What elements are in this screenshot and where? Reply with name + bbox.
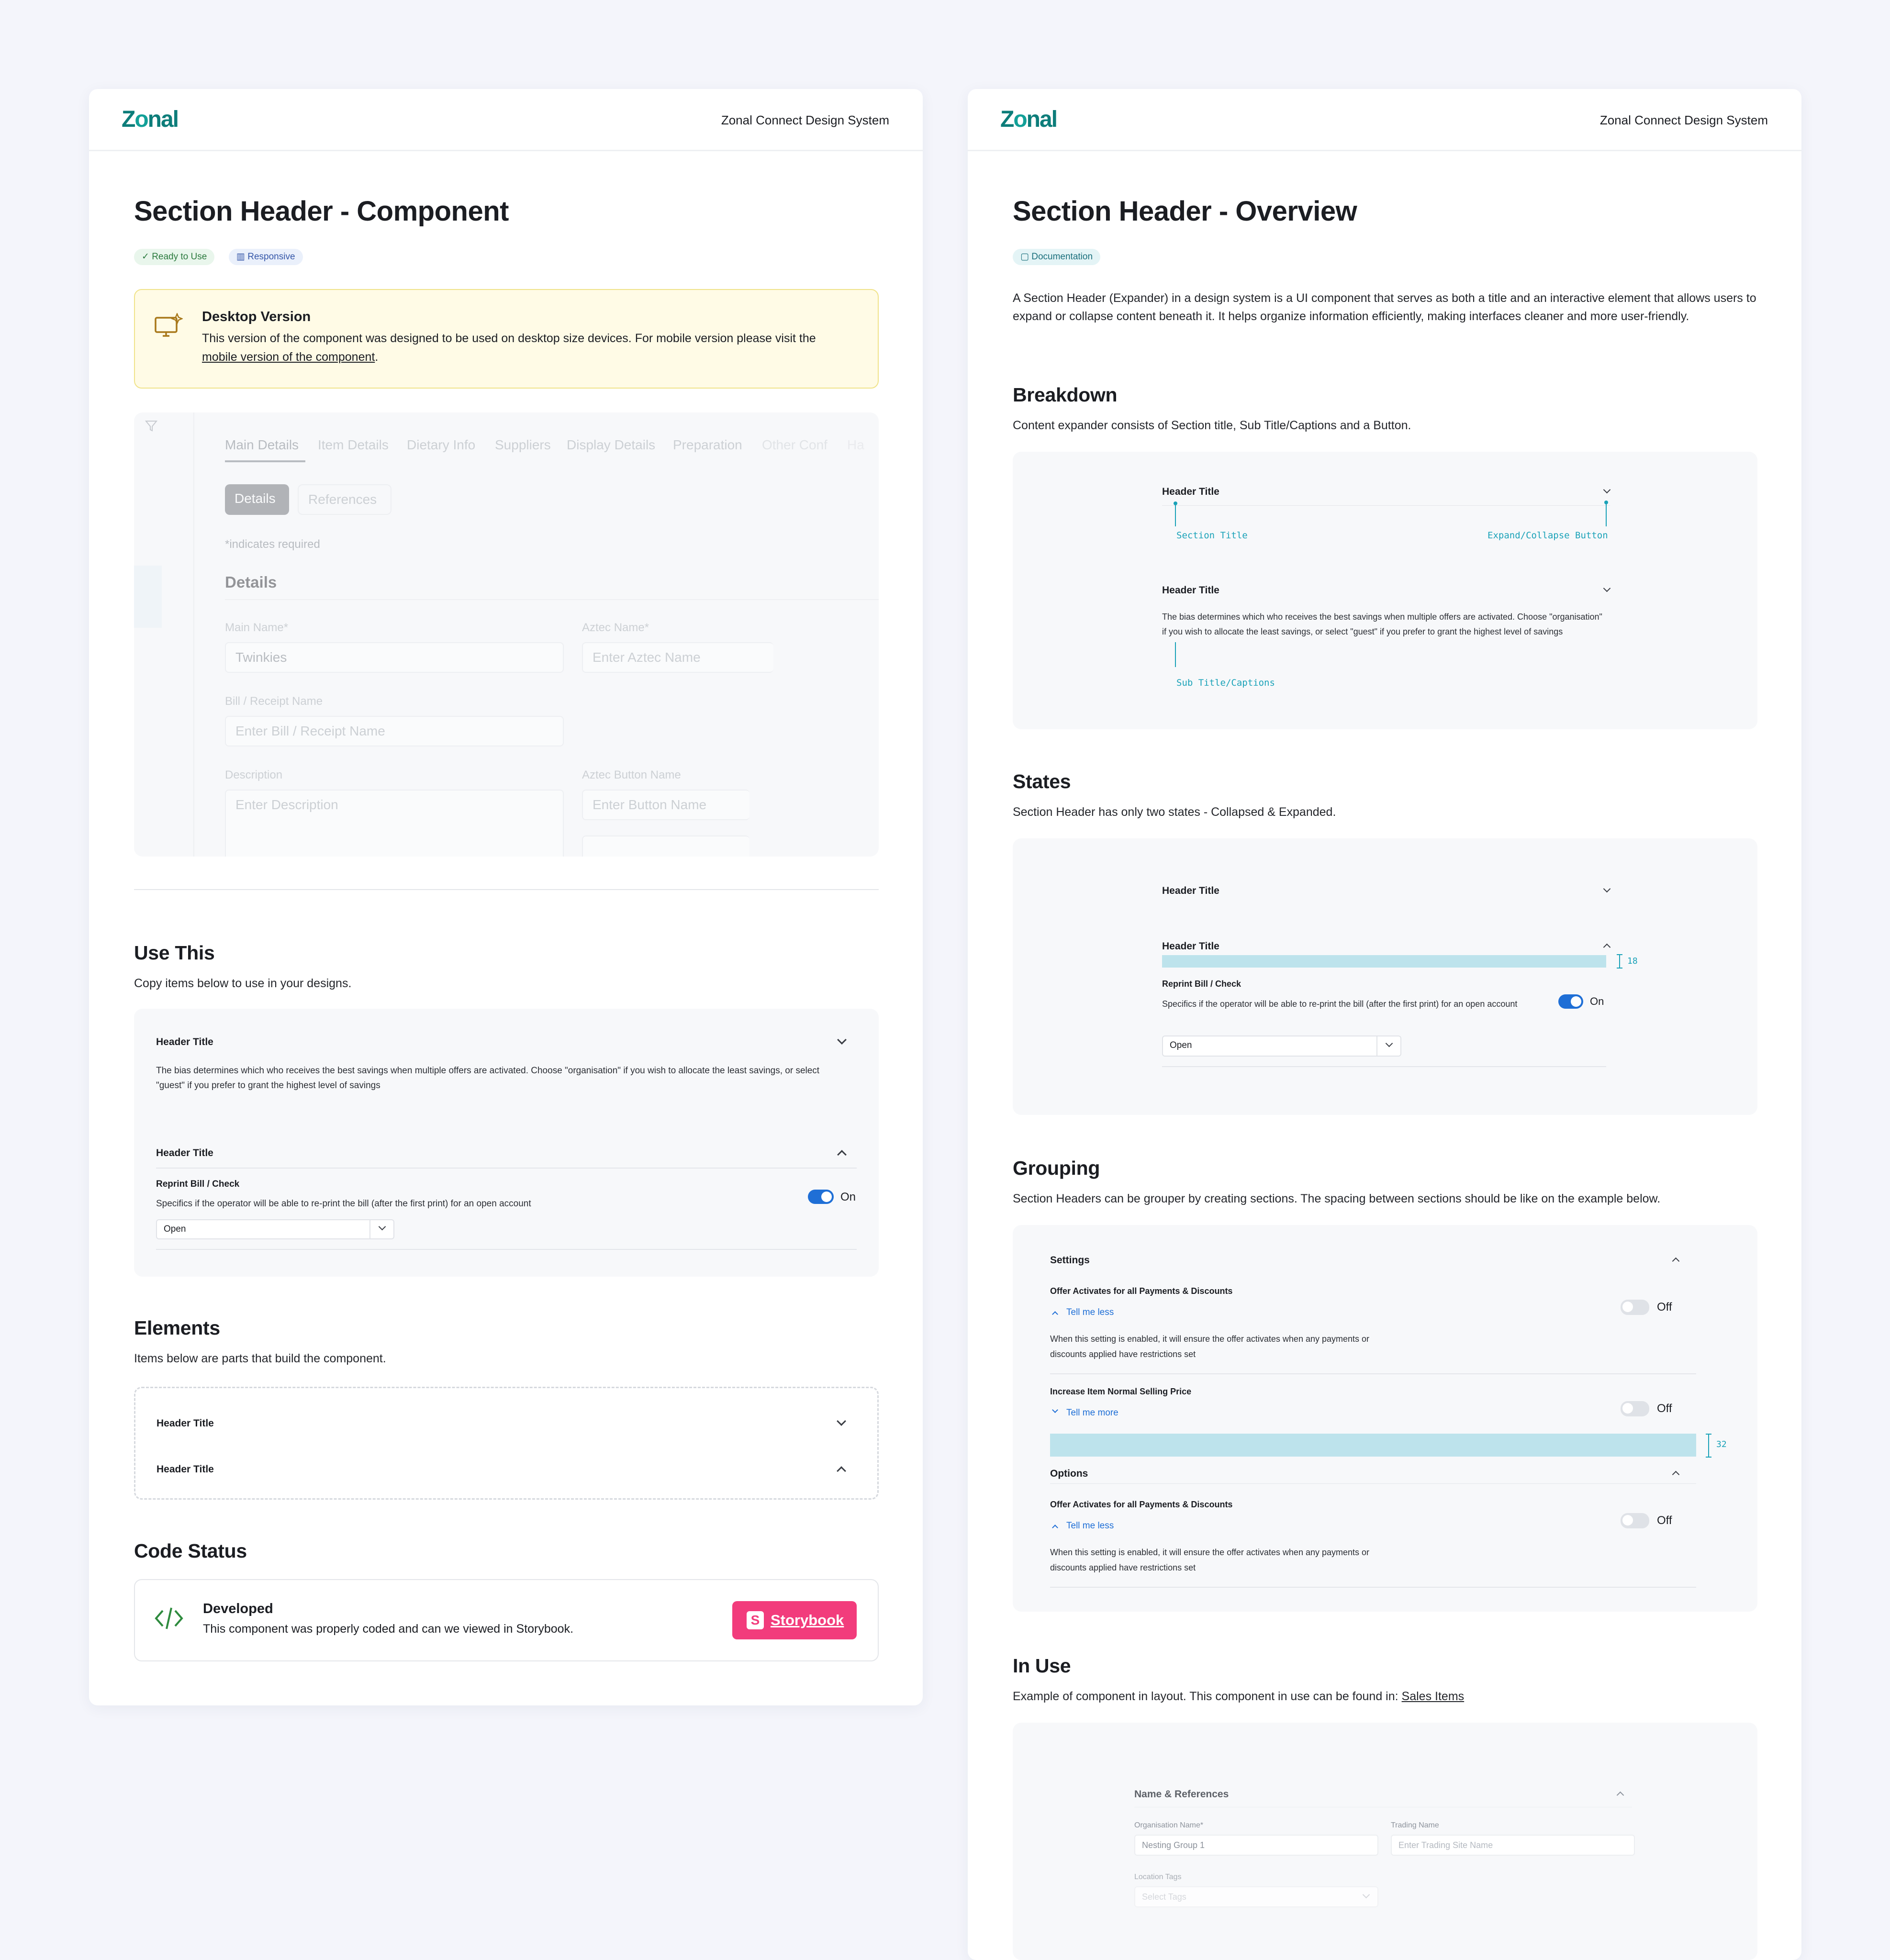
reprint-desc: Specifics if the operator will be able to re-print the bill (after the first print) for an open account bbox=[1162, 999, 1518, 1009]
component-page-card bbox=[89, 89, 923, 1705]
settings-group-header[interactable]: Settings bbox=[1050, 1255, 1090, 1266]
grouping-heading: Grouping bbox=[1013, 1157, 1100, 1179]
tab-preparation[interactable]: Preparation bbox=[673, 437, 742, 452]
storybook-icon: S bbox=[747, 1611, 764, 1629]
elements-subtitle: Items below are parts that build the component. bbox=[134, 1352, 386, 1365]
documentation-badge: ▢ Documentation bbox=[1013, 249, 1100, 265]
toggle-label: Off bbox=[1657, 1402, 1672, 1415]
setting-desc: When this setting is enabled, it will ensure the offer activates when any payments or discounts applied have restrictions set bbox=[1050, 1334, 1370, 1359]
section-header-desc: The bias determines which who receives the best savings when multiple offers are activated. Choose "organisation" if you wish to allocate the least savings, or select "guest" if you prefer to grant the highest level of savings bbox=[156, 1066, 820, 1091]
preview-sidebar bbox=[134, 412, 194, 857]
zonal-logo[interactable]: Zonal bbox=[1000, 107, 1057, 132]
toggle-label: Off bbox=[1657, 1301, 1672, 1314]
tab-ha[interactable]: Ha bbox=[847, 437, 864, 452]
code-status-card bbox=[134, 1579, 879, 1661]
description-input[interactable]: Enter Description bbox=[225, 790, 564, 857]
tab-dietary-info[interactable]: Dietary Info bbox=[407, 437, 476, 452]
chevron-up-icon[interactable] bbox=[1672, 1258, 1680, 1265]
toggle-label: On bbox=[840, 1191, 856, 1203]
sales-items-link[interactable]: Sales Items bbox=[1401, 1690, 1465, 1703]
chevron-up-icon[interactable] bbox=[837, 1466, 846, 1476]
elements-panel bbox=[134, 1387, 879, 1500]
tell-me-less-link[interactable]: Tell me less bbox=[1066, 1307, 1114, 1317]
intro-text: A Section Header (Expander) in a design system is a UI component that serves as both a title and an interactive element that allows users to expand or collapse content beneath it. It helps organize information efficiently, making interfaces cleaner and more user-friendly. bbox=[1013, 291, 1756, 323]
chevron-down-icon[interactable] bbox=[1603, 885, 1611, 893]
options-group-header[interactable]: Options bbox=[1050, 1468, 1088, 1479]
spacing-value: 18 bbox=[1627, 956, 1638, 966]
name-references-header[interactable]: Name & References bbox=[1134, 1789, 1229, 1800]
responsive-badge: ▥ Responsive bbox=[229, 249, 303, 265]
page-title: Section Header - Component bbox=[134, 196, 509, 227]
top-bar bbox=[968, 89, 1801, 151]
component-preview bbox=[134, 412, 879, 857]
tab-suppliers[interactable]: Suppliers bbox=[495, 437, 551, 452]
main-name-label: Main Name* bbox=[225, 621, 289, 634]
trading-name-label: Trading Name bbox=[1391, 1821, 1439, 1829]
chevron-up-icon[interactable] bbox=[1052, 1525, 1058, 1531]
annotation-section-title: Section Title bbox=[1176, 530, 1248, 541]
section-header-title[interactable]: Header Title bbox=[156, 1147, 213, 1158]
annotation-expand-button: Expand/Collapse Button bbox=[1487, 530, 1608, 541]
reprint-select[interactable]: Open bbox=[156, 1219, 394, 1239]
tab-display-details[interactable]: Display Details bbox=[567, 437, 656, 452]
org-name-input[interactable]: Nesting Group 1 bbox=[1134, 1835, 1378, 1856]
chevron-up-icon[interactable] bbox=[1672, 1471, 1680, 1479]
filter-icon bbox=[145, 419, 158, 433]
aztec-button-input[interactable]: Enter Button Name bbox=[582, 790, 749, 820]
collapsed-header-title[interactable]: Header Title bbox=[157, 1418, 214, 1429]
breakdown-subtitle: Content expander consists of Section title, Sub Title/Captions and a Button. bbox=[1013, 419, 1411, 432]
org-name-label: Organisation Name* bbox=[1134, 1821, 1204, 1829]
toggle-label: On bbox=[1590, 995, 1604, 1007]
description-label: Description bbox=[225, 768, 283, 781]
code-status-heading: Code Status bbox=[134, 1540, 247, 1562]
chevron-down-icon bbox=[1386, 1040, 1393, 1047]
chevron-up-icon[interactable] bbox=[1603, 944, 1611, 951]
chevron-down-icon[interactable] bbox=[1603, 585, 1611, 592]
spacing-value: 32 bbox=[1716, 1439, 1727, 1449]
aztec-button-label: Aztec Button Name bbox=[582, 768, 681, 781]
toggle-label: Off bbox=[1657, 1514, 1672, 1527]
chevron-down-icon[interactable] bbox=[1603, 486, 1611, 494]
section-header-title[interactable]: Header Title bbox=[1162, 585, 1219, 596]
elements-heading: Elements bbox=[134, 1317, 220, 1339]
setting-title: Offer Activates for all Payments & Discounts bbox=[1050, 1500, 1233, 1509]
chevron-up-icon[interactable] bbox=[1052, 1311, 1058, 1317]
reprint-toggle[interactable] bbox=[808, 1190, 834, 1204]
design-system-name: Zonal Connect Design System bbox=[721, 113, 889, 127]
storybook-label: Storybook bbox=[771, 1612, 844, 1628]
trading-name-input[interactable]: Enter Trading Site Name bbox=[1391, 1835, 1635, 1856]
subtab-details[interactable]: Details bbox=[225, 484, 289, 515]
setting-toggle[interactable] bbox=[1621, 1401, 1649, 1416]
grouping-subtitle: Section Headers can be grouper by creating sections. The spacing between sections should be like on the example below. bbox=[1013, 1192, 1661, 1205]
expanded-header-title[interactable]: Header Title bbox=[1162, 941, 1219, 952]
preview-section-title: Details bbox=[225, 573, 277, 591]
breakdown-heading: Breakdown bbox=[1013, 384, 1118, 406]
ready-badge: ✓ Ready to Use bbox=[134, 249, 214, 265]
setting-toggle[interactable] bbox=[1621, 1513, 1649, 1528]
in-use-panel bbox=[1013, 1723, 1757, 1960]
tab-item-details[interactable]: Item Details bbox=[318, 437, 389, 452]
chevron-down-icon[interactable] bbox=[837, 1416, 846, 1426]
chevron-down-icon bbox=[379, 1223, 386, 1231]
aztec-name-label: Aztec Name* bbox=[582, 621, 649, 634]
expanded-header-title[interactable]: Header Title bbox=[157, 1464, 214, 1475]
states-heading: States bbox=[1013, 770, 1071, 792]
reprint-select[interactable]: Open bbox=[1162, 1036, 1401, 1057]
code-status-body: This component was properly coded and can we viewed in Storybook. bbox=[203, 1622, 574, 1636]
spacing-indicator bbox=[1162, 955, 1606, 968]
aztec-name-input[interactable]: Enter Aztec Name bbox=[582, 642, 773, 673]
setting-toggle[interactable] bbox=[1621, 1300, 1649, 1315]
in-use-subtitle: Example of component in layout. This component in use can be found in: Sales Items bbox=[1013, 1690, 1465, 1703]
chevron-down-icon[interactable] bbox=[1052, 1407, 1058, 1413]
in-use-heading: In Use bbox=[1013, 1655, 1071, 1677]
chevron-down-icon[interactable] bbox=[837, 1035, 847, 1045]
tell-me-less-link[interactable]: Tell me less bbox=[1066, 1521, 1114, 1531]
states-subtitle: Section Header has only two states - Collapsed & Expanded. bbox=[1013, 805, 1336, 819]
subtab-references[interactable]: References bbox=[298, 484, 391, 515]
desktop-notice bbox=[134, 289, 879, 389]
reprint-title: Reprint Bill / Check bbox=[1162, 979, 1241, 989]
reprint-title: Reprint Bill / Check bbox=[156, 1179, 240, 1189]
overview-page-card bbox=[968, 89, 1801, 1960]
storybook-button[interactable] bbox=[732, 1601, 857, 1639]
chevron-up-icon[interactable] bbox=[837, 1150, 847, 1159]
location-tags-label: Location Tags bbox=[1134, 1873, 1182, 1881]
notice-body: This version of the component was designed to be used on desktop size devices. For mobile version please visit the mobile version of the component. bbox=[202, 332, 816, 364]
use-this-subtitle: Copy items below to use in your designs. bbox=[134, 977, 352, 990]
main-name-input[interactable]: Twinkies bbox=[225, 642, 564, 673]
page-title: Section Header - Overview bbox=[1013, 196, 1357, 227]
reprint-desc: Specifics if the operator will be able to re-print the bill (after the first print) for an open account bbox=[156, 1199, 531, 1209]
location-tags-select[interactable]: Select Tags bbox=[1134, 1886, 1378, 1907]
section-header-title[interactable]: Header Title bbox=[1162, 486, 1219, 497]
annotation-subtitle: Sub Title/Captions bbox=[1176, 678, 1275, 688]
desktop-icon bbox=[154, 313, 183, 340]
chevron-down-icon bbox=[1363, 1891, 1370, 1899]
mobile-version-link[interactable]: mobile version of the component bbox=[202, 350, 375, 364]
required-note: *indicates required bbox=[225, 538, 320, 551]
breakdown-desc: The bias determines which who receives the best savings when multiple offers are activated. Choose "organisation" if you wish to allocate the least savings, or select "guest" if you prefer to grant the highest level of savings bbox=[1162, 612, 1602, 636]
chevron-up-icon[interactable] bbox=[1617, 1792, 1624, 1799]
setting-title: Offer Activates for all Payments & Discounts bbox=[1050, 1286, 1233, 1296]
tab-main-details[interactable]: Main Details bbox=[225, 437, 299, 452]
collapsed-header-title[interactable]: Header Title bbox=[1162, 885, 1219, 896]
setting-desc: When this setting is enabled, it will ensure the offer activates when any payments or discounts applied have restrictions set bbox=[1050, 1548, 1370, 1572]
code-status-title: Developed bbox=[203, 1601, 273, 1616]
bill-name-input[interactable]: Enter Bill / Receipt Name bbox=[225, 716, 564, 746]
states-panel bbox=[1013, 838, 1757, 1115]
divider bbox=[134, 889, 879, 890]
use-this-panel bbox=[134, 1009, 879, 1277]
tab-other-conf[interactable]: Other Conf bbox=[762, 437, 828, 452]
setting-title: Increase Item Normal Selling Price bbox=[1050, 1387, 1192, 1396]
section-header-title[interactable]: Header Title bbox=[156, 1036, 213, 1047]
code-icon bbox=[154, 1605, 184, 1632]
breakdown-panel bbox=[1013, 452, 1757, 729]
design-system-name: Zonal Connect Design System bbox=[1599, 113, 1768, 127]
bill-name-label: Bill / Receipt Name bbox=[225, 695, 323, 708]
notice-title: Desktop Version bbox=[202, 309, 311, 324]
use-this-heading: Use This bbox=[134, 942, 215, 964]
zonal-logo[interactable]: Zonal bbox=[122, 107, 179, 132]
top-bar bbox=[89, 89, 923, 151]
spacing-indicator bbox=[1050, 1434, 1696, 1457]
tell-me-more-link[interactable]: Tell me more bbox=[1066, 1408, 1118, 1418]
reprint-toggle[interactable] bbox=[1558, 994, 1583, 1009]
grouping-panel bbox=[1013, 1225, 1757, 1612]
